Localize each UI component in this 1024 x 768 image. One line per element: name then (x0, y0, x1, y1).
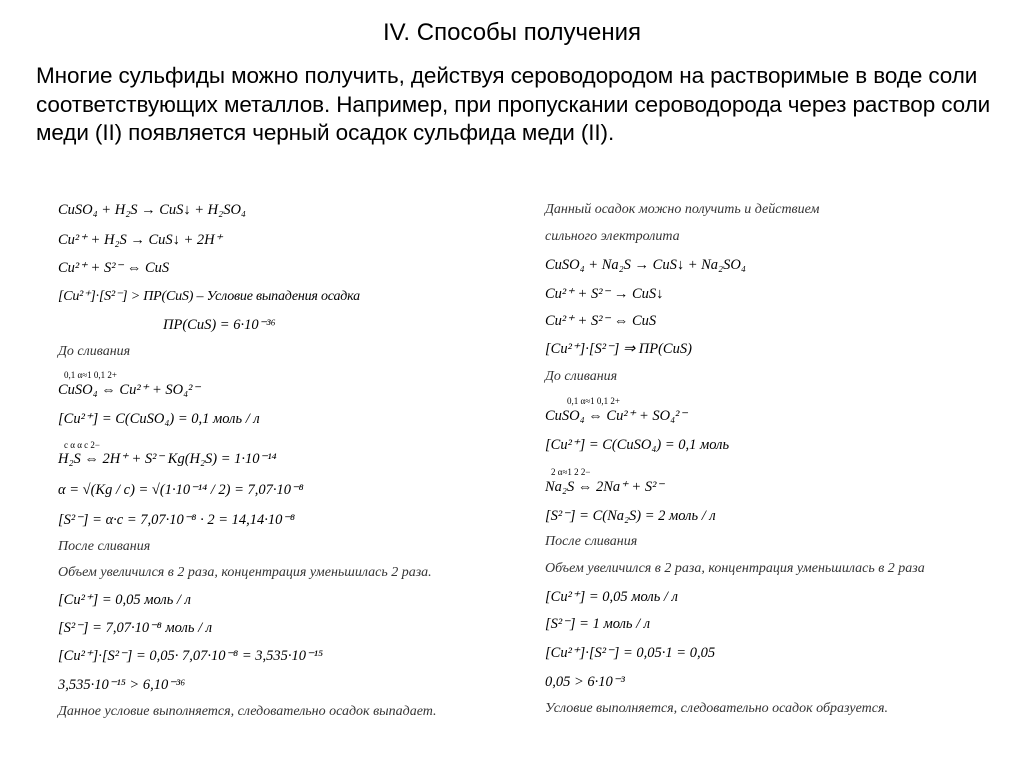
left-prefix-2: c α α c 2− (64, 440, 100, 450)
left-equation-8: H₂S ⇔ 2H⁺ + S²⁻ Kg(H₂S) = 1·10⁻¹⁴ (58, 451, 277, 467)
right-equation-1: CuSO₄ + Na₂S → CuS↓ + Na₂SO₄ (545, 257, 746, 273)
left-equation-2: Cu²⁺ + H₂S → CuS↓ + 2H⁺ (58, 232, 223, 248)
right-equation-7: Na₂S ⇔ 2Na⁺ + S²⁻ (545, 479, 665, 495)
right-equation-6: [Cu²⁺] = C(CuSO₄) = 0,1 моль (545, 437, 730, 453)
left-equation-10: [S²⁻] = α·c = 7,07·10⁻⁸ · 2 = 14,14·10⁻⁸ (58, 512, 296, 528)
right-equation-12: 0,05 > 6·10⁻³ (545, 674, 625, 690)
left-equation-7: [Cu²⁺] = C(CuSO₄) = 0,1 моль / л (58, 411, 260, 427)
right-equation-3: Cu²⁺ + S²⁻ ⇔ CuS (545, 313, 657, 329)
right-text-1: Данный осадок можно получить и действием (545, 202, 820, 217)
right-volume-note: Объем увеличился в 2 раза, концентрация уменьшилась в 2 раза (545, 561, 925, 576)
left-equation-4: [Cu²⁺]·[S²⁻] > ПР(CuS) – Условие выпадения осадка (58, 289, 360, 304)
right-prefix-1: 0,1 α≈1 0,1 2+ (567, 396, 620, 406)
left-prefix-1: 0,1 α≈1 0,1 2+ (64, 370, 117, 380)
left-after-mixing: После сливания (58, 539, 151, 554)
right-text-2: сильного электролита (545, 229, 680, 244)
right-conclusion: Условие выполняется, следовательно осадок образуется. (545, 701, 888, 716)
right-equation-4: [Cu²⁺]·[S²⁻] ⇒ ПР(CuS) (545, 341, 692, 357)
left-volume-note: Объем увеличился в 2 раза, концентрация уменьшилась 2 раза. (58, 565, 432, 580)
slide-title: IV. Способы получения (382, 19, 642, 46)
left-equation-5: ПР(CuS) = 6·10⁻³⁶ (163, 317, 276, 333)
right-before-mixing: До сливания (545, 369, 618, 384)
right-equation-5: CuSO₄ ⇔ Cu²⁺ + SO₄²⁻ (545, 408, 688, 424)
intro-paragraph: Многие сульфиды можно получить, действуя сероводородом на растворимые в воде соли соответствующих металлов. Например, при пропускании сероводорода через раствор соли меди (II) появляется черный осадок сульфида меди (II). (36, 63, 991, 146)
left-equation-12: [S²⁻] = 7,07·10⁻⁸ моль / л (58, 620, 213, 636)
left-equation-13: [Cu²⁺]·[S²⁻] = 0,05· 7,07·10⁻⁸ = 3,535·10⁻¹⁵ (58, 648, 324, 664)
right-equation-9: [Cu²⁺] = 0,05 моль / л (545, 589, 678, 605)
right-after-mixing: После сливания (545, 534, 638, 549)
right-equation-2: Cu²⁺ + S²⁻ → CuS↓ (545, 286, 664, 302)
left-equation-9: α = √(Kg / c) = √(1·10⁻¹⁴ / 2) = 7,07·10⁻⁸ (58, 482, 304, 498)
left-equation-1: CuSO₄ + H₂S → CuS↓ + H₂SO₄ (58, 202, 246, 218)
right-prefix-2: 2 α≈1 2 2− (551, 467, 591, 477)
left-equation-11: [Cu²⁺] = 0,05 моль / л (58, 592, 191, 608)
left-equation-14: 3,535·10⁻¹⁵ > 6,10⁻³⁶ (58, 677, 186, 693)
right-equation-11: [Cu²⁺]·[S²⁻] = 0,05·1 = 0,05 (545, 645, 716, 661)
left-before-mixing: До сливания (58, 344, 131, 359)
left-equation-3: Cu²⁺ + S²⁻ ⇔ CuS (58, 260, 170, 276)
right-equation-10: [S²⁻] = 1 моль / л (545, 616, 651, 632)
left-equation-6: CuSO₄ ⇔ Cu²⁺ + SO₄²⁻ (58, 382, 201, 398)
right-equation-8: [S²⁻] = C(Na₂S) = 2 моль / л (545, 508, 716, 524)
left-conclusion: Данное условие выполняется, следовательно осадок выпадает. (58, 704, 437, 719)
